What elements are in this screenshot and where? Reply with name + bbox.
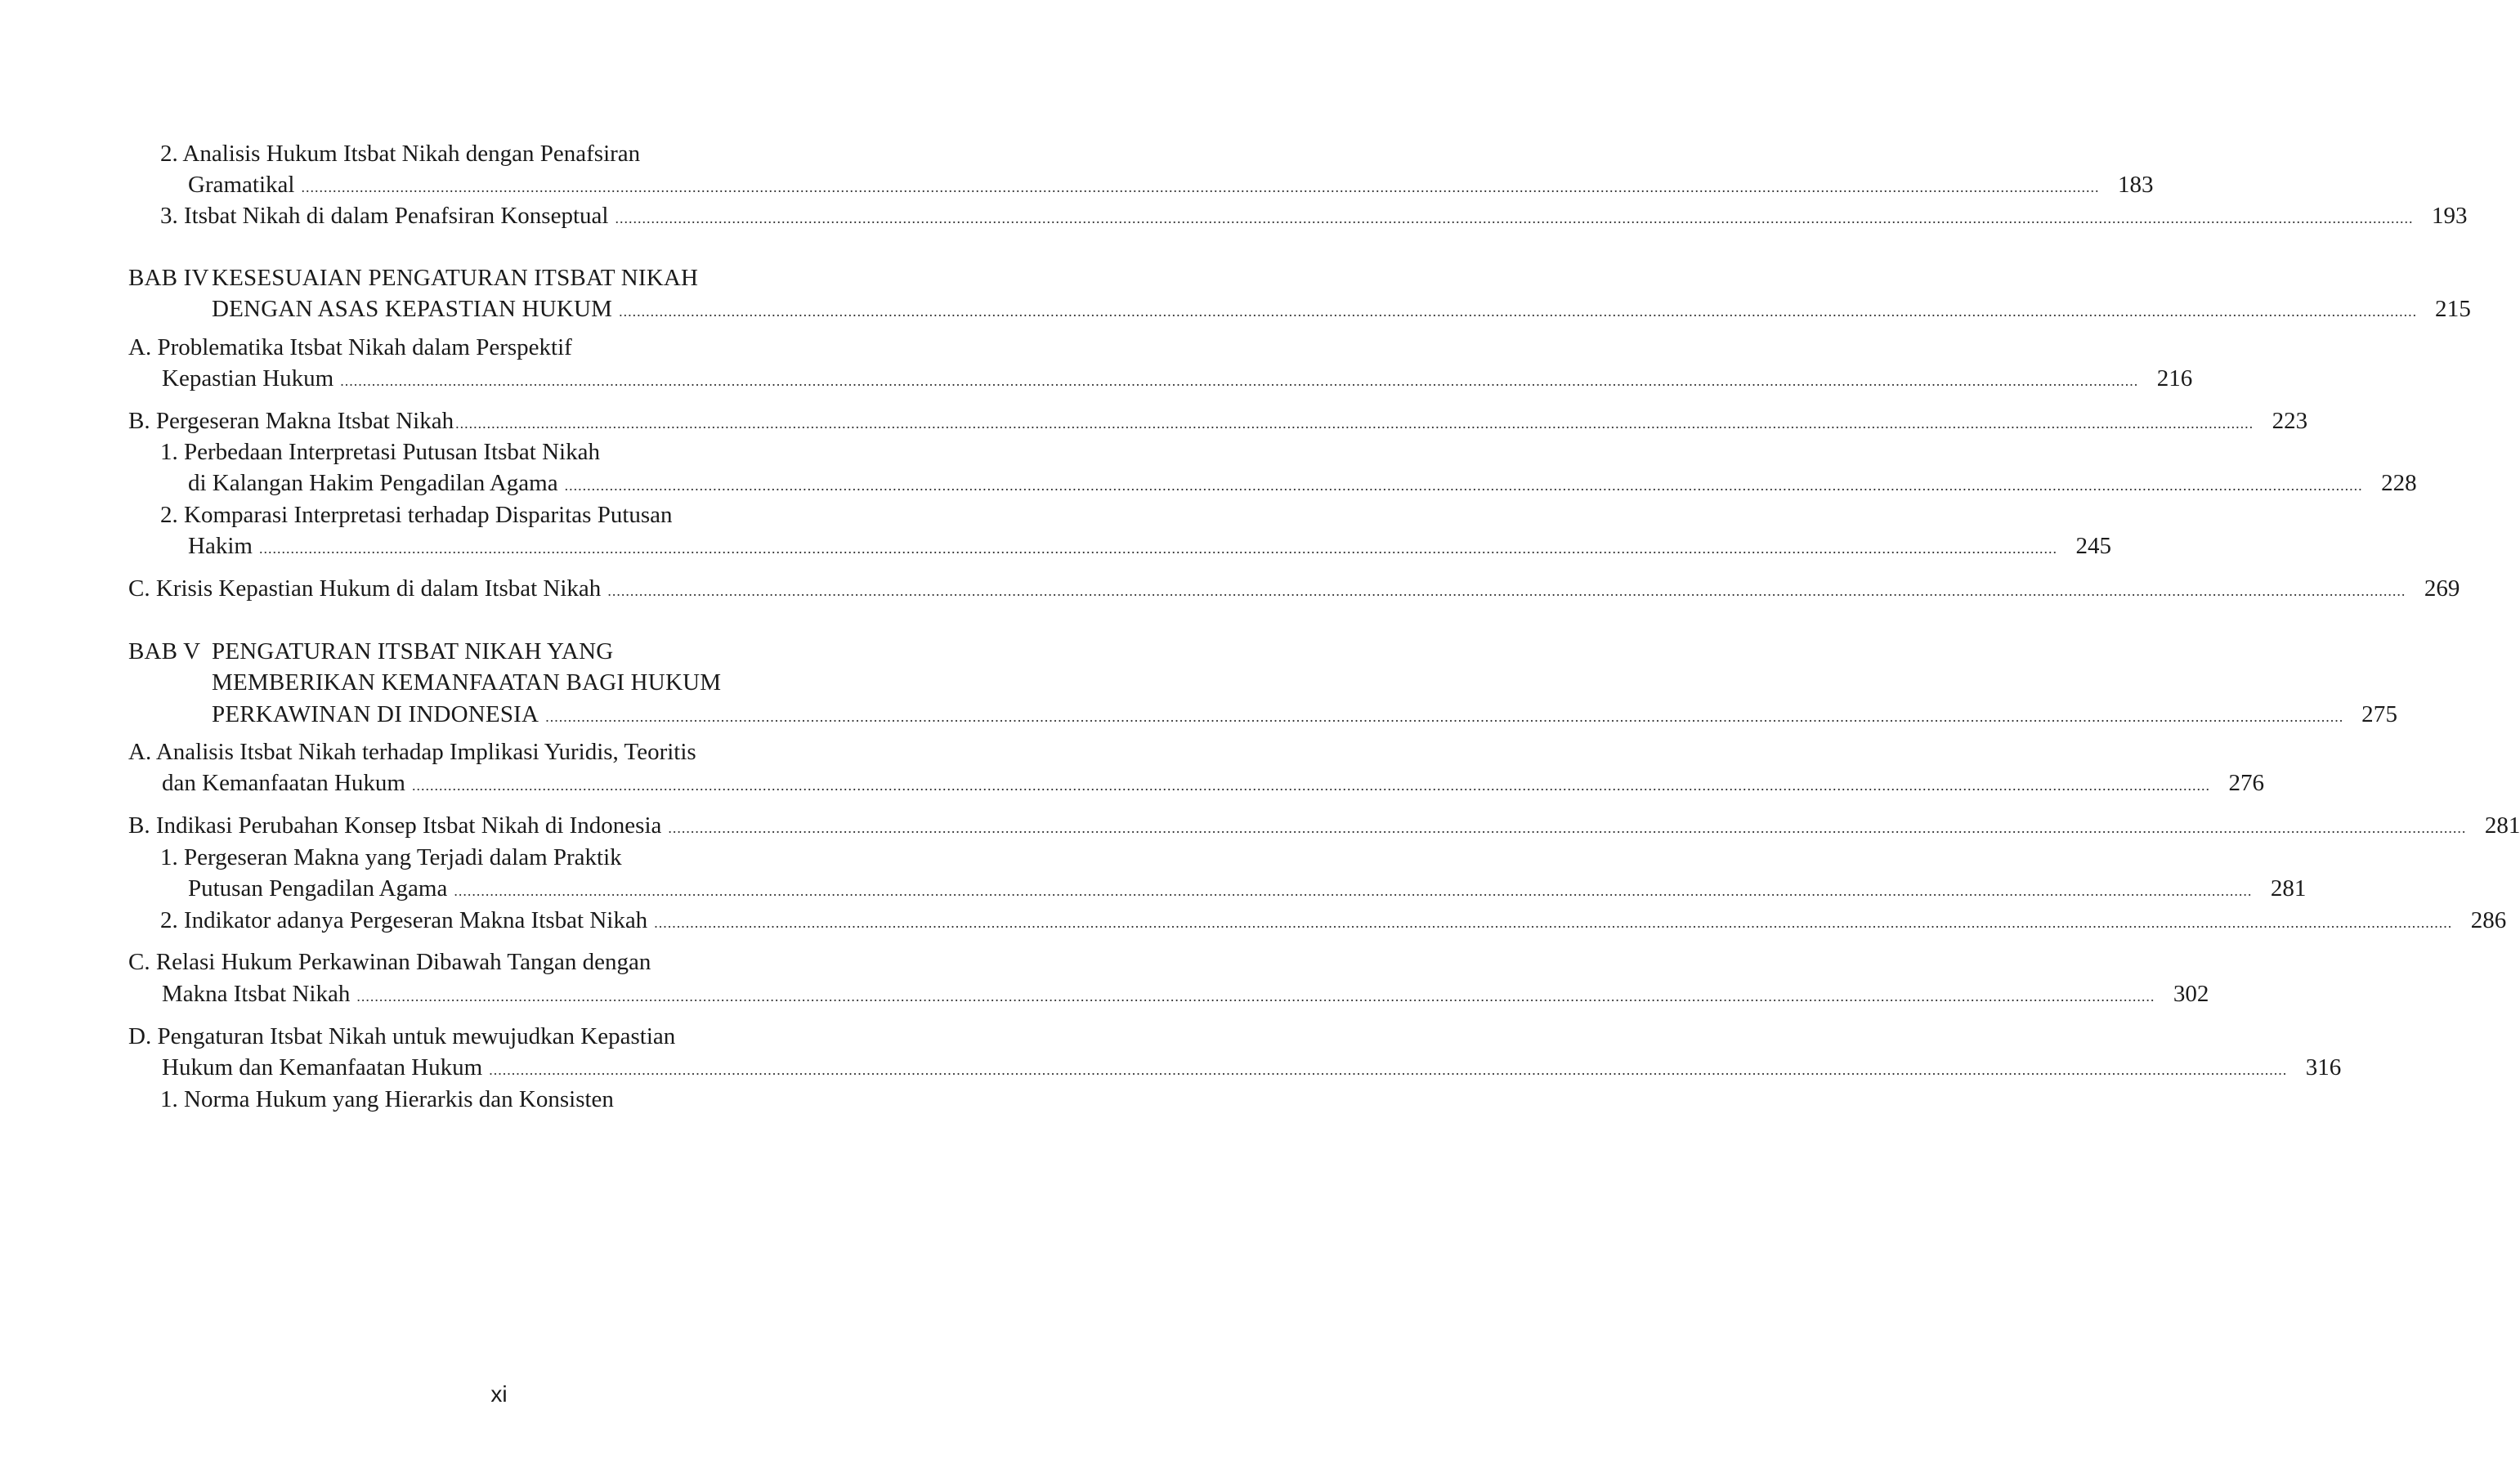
toc-entry-line	[128, 405, 2308, 437]
dot-leader: ................................................................................................................................................................................................................................................................................................................................................................................................................	[564, 477, 2363, 494]
dot-leader: ................................................................................................................................................................................................................................................................................................................................................................................................................	[489, 1062, 2288, 1078]
toc-entry-line	[188, 168, 2154, 201]
toc-page-number: 228	[2381, 470, 2417, 496]
toc-entry-text: D. Pengaturan Itsbat Nikah untuk mewujudkan Kepastian	[128, 1023, 676, 1049]
toc-page-number: 269	[2424, 575, 2460, 602]
dot-leader: ................................................................................................................................................................................................................................................................................................................................................................................................................	[619, 303, 2418, 320]
toc-entry-text: B. Indikasi Perubahan Konsep Itsbat Nikah di Indonesia	[128, 812, 662, 839]
toc-entry-line	[128, 736, 696, 768]
toc-page-number: 302	[2173, 981, 2209, 1007]
chapter-heading-line	[212, 293, 2472, 325]
dot-leader: ................................................................................................................................................................................................................................................................................................................................................................................................................	[356, 988, 2155, 1004]
toc-page-number: 223	[2272, 408, 2308, 434]
toc-page-number: 215	[2435, 296, 2472, 322]
toc-entry-text: C. Krisis Kepastian Hukum di dalam Itsbat Nikah	[128, 575, 602, 602]
toc-entry-text: 3. Itsbat Nikah di dalam Penafsiran Konseptual	[160, 203, 609, 229]
toc-entry-text: C. Relasi Hukum Perkawinan Dibawah Tangan dengan	[128, 949, 651, 975]
toc-entry-line	[128, 946, 651, 978]
toc-page-number: 183	[2117, 172, 2154, 198]
dot-leader: ................................................................................................................................................................................................................................................................................................................................................................................................................	[668, 820, 2467, 836]
chapter-title: PENGATURAN ITSBAT NIKAH YANG	[212, 638, 614, 664]
toc-entry-line	[160, 199, 2468, 232]
toc-entry-text: A. Analisis Itsbat Nikah terhadap Implikasi Yuridis, Teoritis	[128, 739, 696, 765]
dot-leader: ................................................................................................................................................................................................................................................................................................................................................................................................................	[607, 583, 2406, 599]
dot-leader: ................................................................................................................................................................................................................................................................................................................................................................................................................	[454, 883, 2253, 899]
chapter-label: BAB V	[128, 638, 201, 664]
dot-leader: ................................................................................................................................................................................................................................................................................................................................................................................................................	[258, 540, 2057, 557]
toc-entry-line	[162, 362, 2193, 395]
toc-entry-line	[160, 436, 600, 468]
dot-leader: ................................................................................................................................................................................................................................................................................................................................................................................................................	[545, 709, 2344, 725]
toc-entry-line	[128, 572, 2460, 605]
toc-entry-text: dan Kemanfaatan Hukum	[162, 770, 405, 796]
chapter-heading-line	[212, 666, 721, 699]
toc-page-number: 216	[2156, 365, 2193, 392]
dot-leader: ................................................................................................................................................................................................................................................................................................................................................................................................................	[411, 777, 2210, 794]
toc-entry-text: Hakim	[188, 533, 253, 559]
toc-entry-text: Makna Itsbat Nikah	[162, 981, 351, 1007]
chapter-title: KESESUAIAN PENGATURAN ITSBAT NIKAH	[212, 265, 699, 291]
toc-entry-text: Putusan Pengadilan Agama	[188, 875, 448, 902]
toc-page-number: 275	[2361, 701, 2398, 727]
chapter-heading-line	[128, 262, 698, 294]
toc-entry-line	[160, 499, 673, 531]
toc-entry-text: 2. Komparasi Interpretasi terhadap Disparitas Putusan	[160, 502, 673, 528]
toc-page-number: 281	[2270, 875, 2307, 902]
toc-entry-line	[162, 767, 2264, 799]
chapter-label: BAB IV	[128, 265, 209, 291]
toc-entry-text: 2. Indikator adanya Pergeseran Makna Itsbat Nikah	[160, 907, 648, 933]
toc-page-number: 281	[2484, 812, 2520, 839]
toc-entry-text: 2. Analisis Hukum Itsbat Nikah dengan Penafsiran	[160, 141, 641, 167]
page-number: xi	[490, 1381, 508, 1407]
toc-entry-text: 1. Norma Hukum yang Hierarkis dan Konsisten	[160, 1086, 614, 1112]
toc-entry-line	[160, 1083, 614, 1116]
dot-leader: ................................................................................................................................................................................................................................................................................................................................................................................................................	[301, 179, 2100, 195]
toc-entry-line	[160, 841, 622, 874]
toc-entry-line	[128, 331, 572, 364]
toc-entry-line	[128, 809, 2520, 842]
toc-entry-text: Hukum dan Kemanfaatan Hukum	[162, 1054, 483, 1081]
chapter-title: MEMBERIKAN KEMANFAATAN BAGI HUKUM	[212, 669, 722, 696]
dot-leader: ................................................................................................................................................................................................................................................................................................................................................................................................................	[654, 915, 2453, 931]
toc-entry-line	[162, 1051, 2342, 1084]
dot-leader: ................................................................................................................................................................................................................................................................................................................................................................................................................	[615, 210, 2414, 226]
toc-entry-text: 1. Pergeseran Makna yang Terjadi dalam Praktik	[160, 844, 622, 870]
toc-entry-line	[128, 1020, 675, 1053]
toc-entry-text: B. Pergeseran Makna Itsbat Nikah	[128, 408, 454, 434]
toc-page-number: 316	[2305, 1054, 2342, 1081]
toc-page-number: 245	[2075, 533, 2111, 559]
chapter-heading-line	[212, 698, 2398, 731]
toc-entry-text: Gramatikal	[188, 172, 295, 198]
chapter-title: PERKAWINAN DI INDONESIA	[212, 701, 539, 727]
toc-entry-line	[160, 904, 2507, 937]
toc-entry-text: Kepastian Hukum	[162, 365, 334, 392]
chapter-heading-line	[128, 635, 613, 668]
toc-entry-text: di Kalangan Hakim Pengadilan Agama	[188, 470, 558, 496]
toc-entry-text: A. Problematika Itsbat Nikah dalam Perspektif	[128, 334, 572, 360]
toc-entry-line	[160, 137, 640, 170]
toc-entry-line	[188, 530, 2111, 562]
toc-entry-line	[188, 467, 2417, 499]
chapter-title: DENGAN ASAS KEPASTIAN HUKUM	[212, 296, 613, 322]
toc-entry-line	[188, 872, 2307, 905]
toc-page-number: 286	[2470, 907, 2507, 933]
dot-leader: ................................................................................................................................................................................................................................................................................................................................................................................................................	[340, 373, 2139, 389]
toc-page-number: 193	[2431, 203, 2468, 229]
toc-entry-text: 1. Perbedaan Interpretasi Putusan Itsbat Nikah	[160, 439, 600, 465]
dot-leader: ................................................................................................................................................................................................................................................................................................................................................................................................................	[455, 415, 2254, 432]
toc-page-number: 276	[2228, 770, 2264, 796]
toc-entry-line	[162, 978, 2209, 1010]
